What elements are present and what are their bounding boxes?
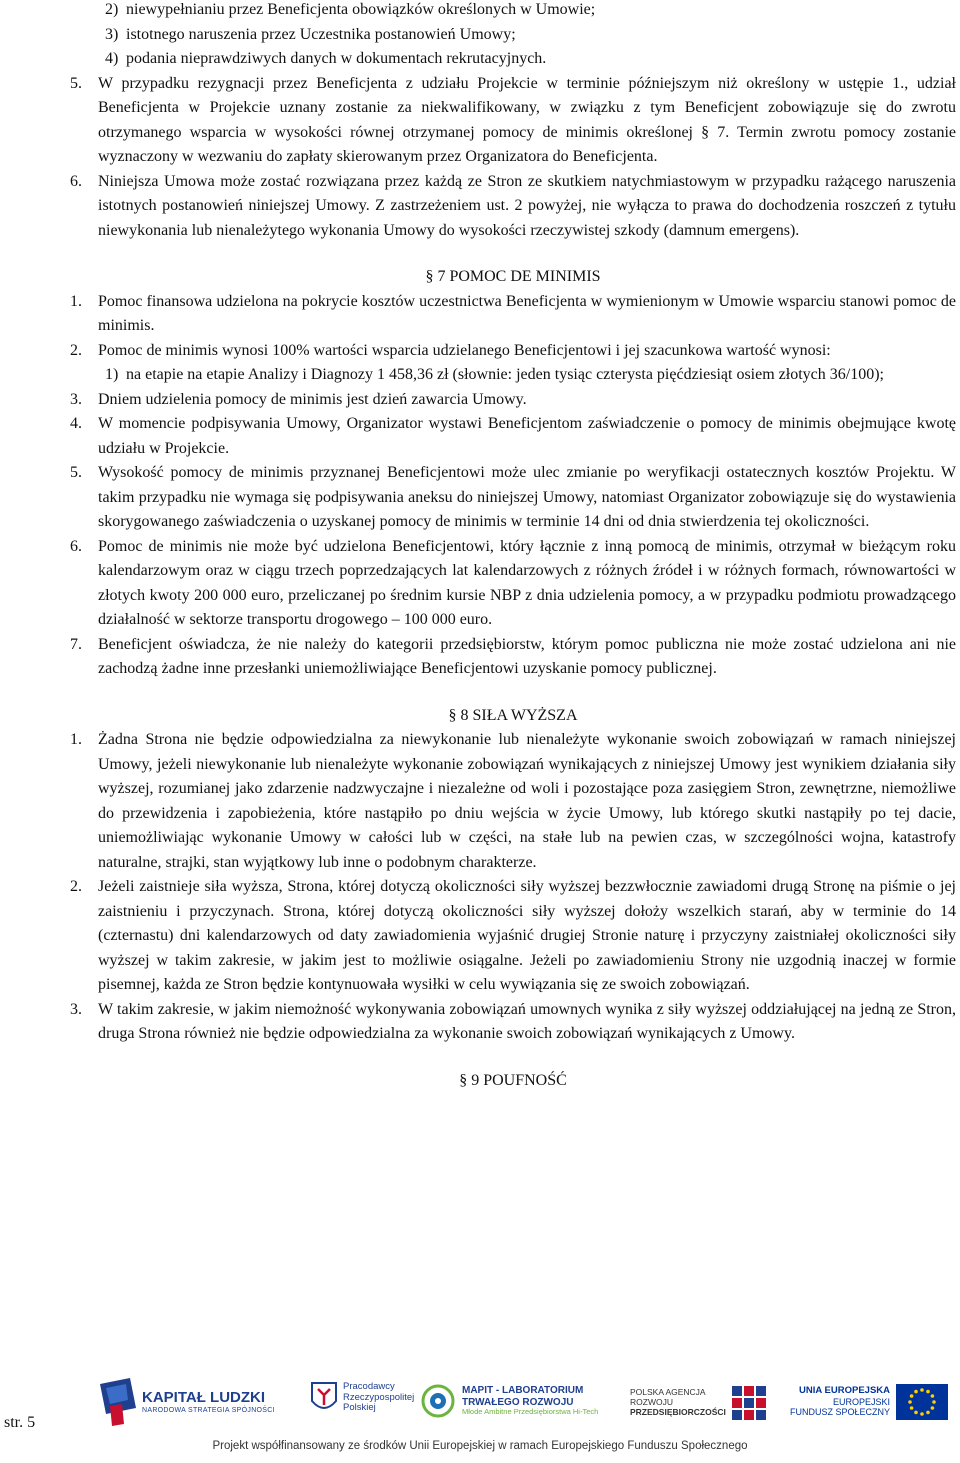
kapital-ludzki-subtitle: NARODOWA STRATEGIA SPÓJNOŚCI [142,1406,275,1414]
paragraph-number: 2. [70,878,82,895]
mapit-logo [420,1384,598,1418]
parp-logo [630,1386,766,1420]
paragraph-number: 5. [70,464,82,481]
kapital-ludzki-title: KAPITAŁ LUDZKI [142,1389,266,1407]
paragraph-text: Jeżeli zaistnieje siła wyższa, Strona, której dotyczą okoliczności siły wyższej bezzwłocznie zawiadomi drugą Stronę na piśmie o jej zaistnieniu i przyczynach. Strona, której dotyczą okoliczności siły wyższej dołoży wszelkich starań, aby w terminie do 14 (czternastu) dni kalendarzowych od daty zawiadomienia wyjaśnić drugiej Stronie naturę i przyczyny zaistniałej okoliczności siły wyższej w takim zakresie, w jakim jest to możliwie osiągalne. Jeżeli po zawiadomieniu Strony nie uzgodnią inaczej w formie pisemnej, każda ze Stron będzie kontynuowała wysiłki w celu wywiązania się ze swoich zobowiązań. [98,878,956,993]
parp-line2: ROZWOJU [630,1397,673,1408]
mapit-line3: Młode Ambitne Przedsiębiorstwa Hi-Tech [462,1407,599,1417]
paragraph [70,290,956,339]
pracodawcy-line2: Rzeczypospolitej [343,1391,415,1403]
item-text: podania nieprawdziwych danych w dokumentach rekrutacyjnych. [126,50,547,67]
paragraph-text: W momencie podpisywania Umowy, Organizator wystawi Beneficjentom zaświadczenie o pomocy de minimis obejmujące kwotę udziału w Projekcie. [98,415,956,457]
paragraph-number: 5. [70,74,82,92]
eu-line3: FUNDUSZ SPOŁECZNY [790,1407,891,1418]
pracodawcy-line1: Pracodawcy [343,1380,395,1392]
list-item [70,23,956,48]
paragraph-text: Wysokość pomocy de minimis przyznanej Beneficjentowi może ulec zmianie po weryfikacji ostatecznych kosztów Projektu. W takim przypadku nie wymaga się podpisywania aneksu do niniejszej Umowy, natomiast Organizator zobowiązuje się do wystawienia skorygowanego zaświadczenia o uzyskanej pomocy de minimis w terminie 14 dni od dnia stwierdzenia tej okoliczności. [98,464,956,530]
parp-line1: POLSKA AGENCJA [630,1387,706,1398]
page-number: str. 5 [4,1414,36,1431]
paragraph [70,170,956,244]
paragraph-number: 1. [70,731,82,748]
paragraph-number: 4. [70,415,82,432]
kapital-ludzki-emblem-icon [100,1378,136,1426]
kapital-ludzki-logo [100,1378,275,1426]
list-item [70,47,956,72]
item-text: niewypełnianiu przez Beneficjenta obowiązków określonych w Umowie; [126,1,596,18]
paragraph [70,998,956,1047]
paragraph-number: 2. [70,341,82,359]
list-item [70,363,956,388]
paragraph [70,388,956,413]
document-body [70,0,956,1093]
item-text: na etapie na etapie Analizy i Diagnozy 1 458,36 zł (słownie: jeden tysiąc czterysta pięćdziesiąt osiem złotych 36/100); [126,366,884,383]
section-heading-7: § 7 POMOC DE MINIMIS [425,268,601,285]
section-heading-9: § 9 POUFNOŚĆ [459,1071,567,1089]
paragraph [70,728,956,875]
paragraph-number: 3. [70,1000,82,1018]
parp-emblem-icon [732,1386,766,1420]
parp-line3: PRZEDSIĘBIORCZOŚCI [630,1406,726,1417]
item-number: 4) [105,50,119,67]
paragraph [70,461,956,535]
paragraph-text: Beneficjent oświadcza, że nie należy do kategorii przedsiębiorstw, którym pomoc publiczna nie może zostać udzielona ani nie zachodzą żadne inne przesłanki uniemożliwiające Beneficjentowi uzyskanie pomocy publicznej. [98,635,956,677]
mapit-line1: MAPIT - LABORATORIUM [462,1385,584,1397]
paragraph-number: 6. [70,172,82,190]
paragraph [70,72,956,170]
funding-statement: Projekt współfinansowany ze środków Unii Europejskiej w ramach Europejskiego Funduszu Społecznego [212,1440,748,1452]
eu-line1: UNIA EUROPEJSKA [799,1385,891,1397]
paragraph-text: Pomoc finansowa udzielona na pokrycie kosztów uczestnictwa Beneficjenta w wymienionym w Umowie wsparciu stanowi pomoc de minimis. [98,292,956,334]
paragraph-text: Żadna Strona nie będzie odpowiedzialna za niewykonanie lub nienależyte wykonanie swoich zobowiązań w ramach niniejszej Umowy, jeżeli niewykonanie lub nienależyte wykonanie zobowiązań wynikających z niniejszej Umowy jest wynikiem działania siły wyższej, rozumianej jako zdarzenie nadzwyczajne i niezależne od woli i pozostające poza zasięgiem Stron, zewnętrzne, niemożliwe do przewidzenia i zapobieżenia, które nastąpiło po dniu wejścia w życie Umowy, lub którego skutki nastąpiły po tej dacie, uniemożliwiając wykonanie Umowy w całości lub w części, na stałe lub na pewien czas, w szczególności wojna, katastrofy naturalne, strajki, stan wyjątkowy lub inne o podobnym charakterze. [98,731,956,871]
paragraph [70,535,956,633]
mapit-line2: TRWAŁEGO ROZWOJU [462,1396,574,1408]
pracodawcy-emblem-icon [310,1381,338,1415]
paragraph-text: Pomoc de minimis wynosi 100% wartości wsparcia udzielanego Beneficjentowi i jej szacunkowa wartość wynosi: [98,341,831,359]
paragraph [70,412,956,461]
paragraph-text: W takim zakresie, w jakim niemożność wykonywania zobowiązań umownych wynika z siły wyższej oddziałującej na jedną ze Stron, druga Strona również nie będzie odpowiedzialna za wykonanie swoich zobowiązań wynikających z Umowy. [98,1000,956,1042]
paragraph-number: 3. [70,390,82,408]
paragraph-text: Dniem udzielenia pomocy de minimis jest dzień zawarcia Umowy. [98,390,527,408]
paragraph [70,875,956,998]
eu-line2: EUROPEJSKI [833,1397,891,1408]
item-number: 1) [105,366,119,383]
pracodawcy-rp-logo [310,1381,414,1415]
section-heading-8: § 8 SIŁA WYŻSZA [448,706,578,724]
paragraph-text: Pomoc de minimis nie może być udzielona Beneficjentowi, który łącznie z inną pomocą de minimis, otrzymał w bieżącym roku kalendarzowym oraz w ciągu trzech poprzedzających lat kalendarzowych z różnych źródeł i w różnych formach, równowartości w złotych kwoty 200 000 euro, przeliczanej po średnim kursie NBP z dnia udzielenia pomocy, a w przypadku podmiotu prowadzącego działalność w sektorze transportu drogowego – 100 000 euro. [98,537,956,628]
item-text: istotnego naruszenia przez Uczestnika postanowień Umowy; [126,25,516,43]
paragraph [70,633,956,682]
paragraph-text: W przypadku rezygnacji przez Beneficjenta z udziału Projekcie w terminie późniejszym niż określony w ustępie 1., udział Beneficjenta w Projekcie uznany zostanie za niekwalifikowany, w związku z tym Beneficjent zobowiązuje się do zwrotu otrzymanego wsparcia w wysokości równej otrzymanej pomocy de minimis określonej § 7. Termin zwrotu pomocy zostanie wyznaczony w wezwaniu do zapłaty skierowanym przez Organizatora do Beneficjenta. [98,74,956,165]
list-item [70,0,956,23]
item-number: 3) [105,25,119,43]
eu-efs-logo [790,1384,948,1420]
paragraph-number: 6. [70,537,82,555]
paragraph-number: 7. [70,635,82,653]
eu-flag-icon [896,1384,948,1420]
paragraph-number: 1. [70,292,82,310]
paragraph [70,339,956,364]
mapit-emblem-icon [420,1384,456,1418]
pracodawcy-line3: Polskiej [343,1402,376,1414]
item-number: 2) [105,1,119,18]
paragraph-text: Niniejsza Umowa może zostać rozwiązana przez każdą ze Stron ze skutkiem natychmiastowym w przypadku rażącego naruszenia istotnych postanowień niniejszej Umowy. Z zastrzeżeniem ust. 2 powyżej, nie wyłącza to prawa do dochodzenia roszczeń z tytułu niewykonania lub nienależytego wykonania Umowy do wysokości rzeczywistej szkody (damnum emergens). [98,172,956,239]
